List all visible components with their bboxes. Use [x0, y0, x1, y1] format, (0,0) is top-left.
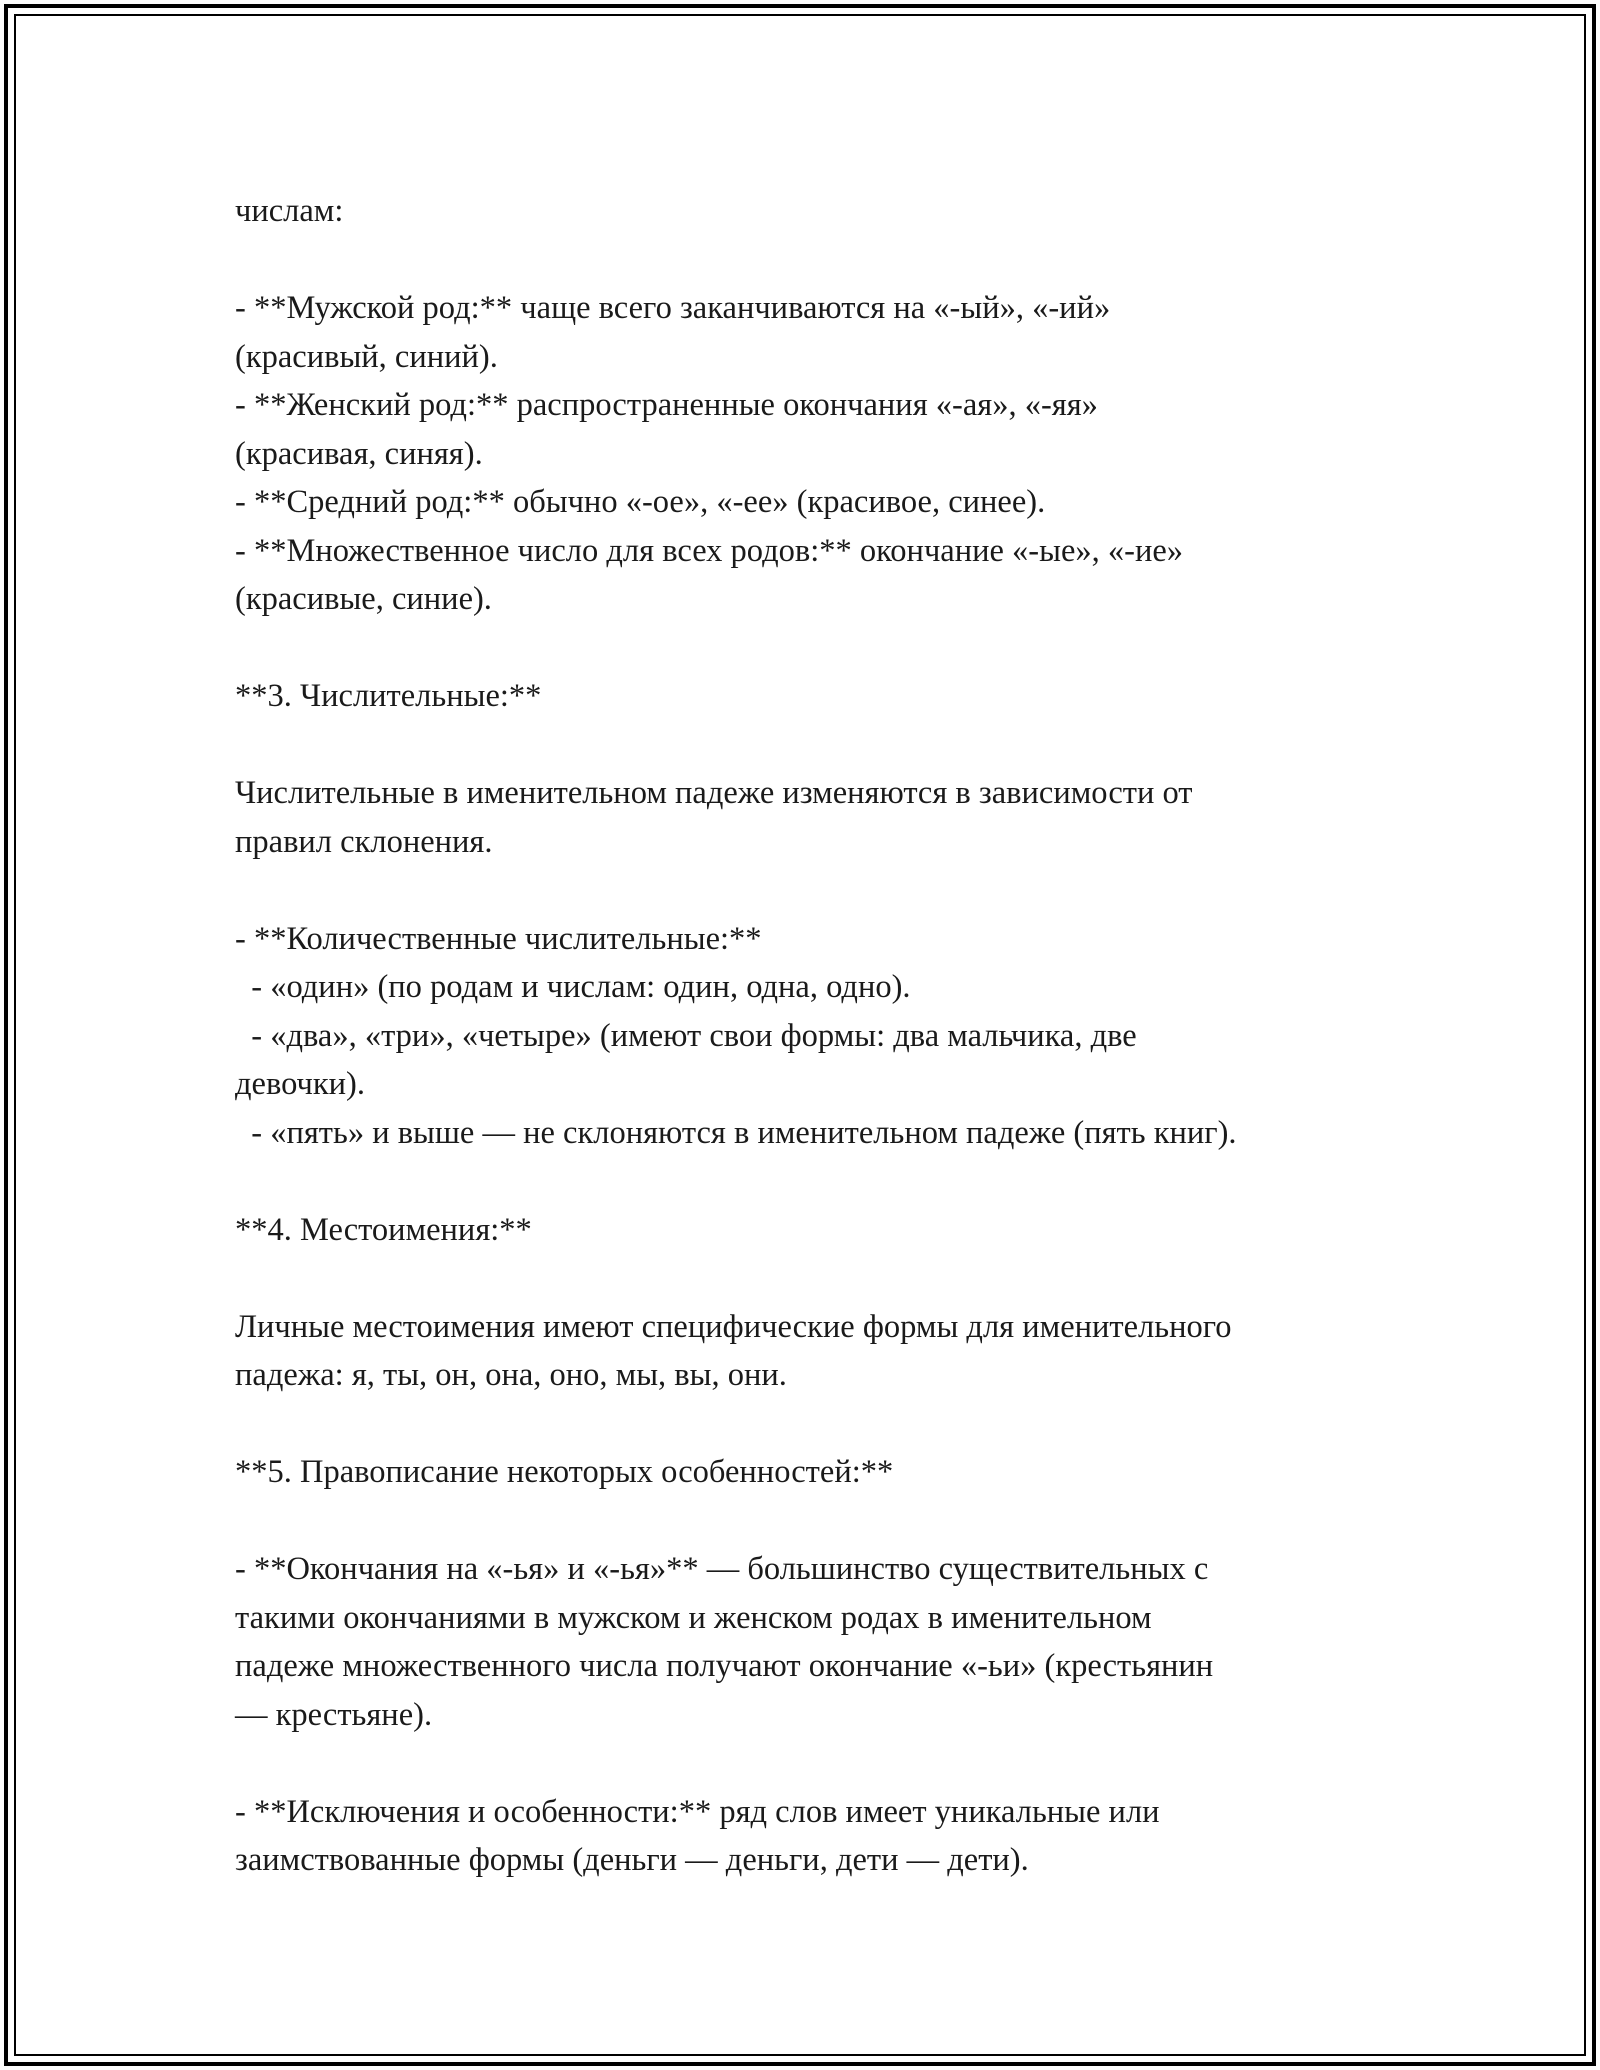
section-heading: **3. Числительные:** [235, 678, 542, 714]
text-line: - «один» (по родам и числам: один, одна, одно). [235, 969, 911, 1005]
text-line: числам: [235, 193, 344, 229]
blank-line [235, 624, 1415, 673]
text-line: - **Множественное число для всех родов:** окончание «-ые», «-ие» [235, 532, 1184, 569]
text-line: — крестьяне). [235, 1696, 433, 1733]
text-line: - **Количественные числительные:** [235, 920, 762, 957]
text-line: - **Исключения и особенности:** ряд слов имеет уникальные или [235, 1793, 1160, 1830]
text-line: - «два», «три», «четыре» (имеют свои формы: два мальчика, две [235, 1017, 1137, 1054]
text-line: падежа: я, ты, он, она, оно, мы, вы, они. [235, 1357, 787, 1393]
blank-line [235, 1739, 1415, 1788]
section-heading: **4. Местоимения:** [235, 1211, 532, 1248]
blank-line [235, 721, 1415, 770]
section-heading: **5. Правописание некоторых особенностей:** [235, 1454, 894, 1490]
blank-line [235, 236, 1415, 285]
blank-line [235, 1157, 1415, 1206]
text-line: правил склонения. [235, 823, 493, 860]
text-line: падеже множественного числа получают окончание «-ьи» (крестьянин [235, 1648, 1214, 1684]
text-line: - **Женский род:** распространенные окончания «-ая», «-яя» [235, 387, 1098, 423]
text-line: (красивые, синие). [235, 581, 492, 617]
text-line: - **Окончания на «-ья» и «-ья»** — большинство существительных с [235, 1551, 1209, 1587]
text-line: Личные местоимения имеют специфические формы для именительного [235, 1308, 1232, 1345]
text-line: - **Средний род:** обычно «-ое», «-ее» (красивое, синее). [235, 484, 1046, 520]
blank-line [235, 866, 1415, 915]
text-line: заимствованные формы (деньги — деньги, дети — дети). [235, 1842, 1029, 1878]
text-line: Числительные в именительном падеже изменяются в зависимости от [235, 775, 1193, 811]
text-line: (красивый, синий). [235, 338, 498, 375]
blank-line [235, 1497, 1415, 1546]
document-body [235, 187, 1415, 1885]
text-line: (красивая, синяя). [235, 435, 483, 472]
text-line: - **Мужской род:** чаще всего заканчиваются на «-ый», «-ий» [235, 290, 1111, 326]
text-line: такими окончаниями в мужском и женском родах в именительном [235, 1599, 1152, 1636]
blank-line [235, 1400, 1415, 1449]
text-line: - «пять» и выше — не склоняются в именительном падеже (пять книг). [235, 1114, 1237, 1151]
text-line: девочки). [235, 1066, 365, 1102]
blank-line [235, 1254, 1415, 1303]
